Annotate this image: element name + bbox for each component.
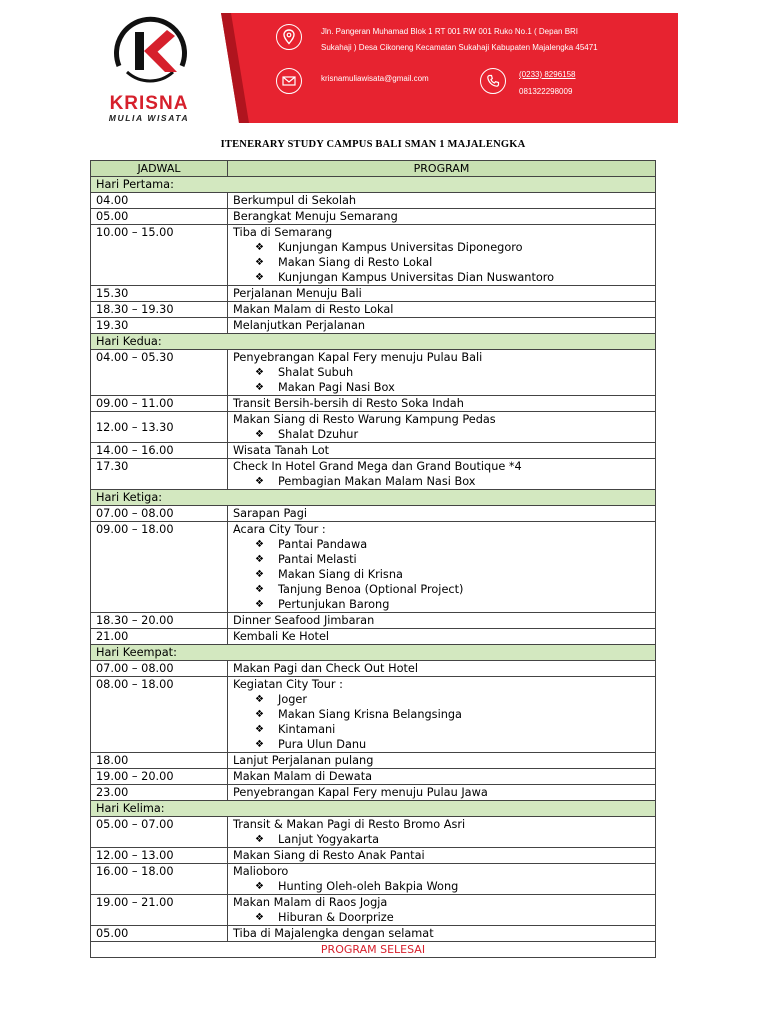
schedule-time: 14.00 – 16.00: [91, 443, 228, 459]
schedule-time: 07.00 – 08.00: [91, 661, 228, 677]
activity-list: [233, 879, 655, 894]
schedule-time: 23.00: [91, 785, 228, 801]
schedule-program: [228, 225, 656, 286]
schedule-program: [228, 848, 656, 864]
activity-item: ❖ Joger: [255, 692, 655, 707]
activity-item: ❖ Makan Pagi Nasi Box: [255, 380, 655, 395]
schedule-row: [91, 209, 656, 225]
schedule-row: [91, 396, 656, 412]
schedule-program: [228, 629, 656, 645]
schedule-row: [91, 769, 656, 785]
schedule-program: [228, 443, 656, 459]
activity-list: [233, 427, 655, 442]
program-text: Tiba di Majalengka dengan selamat: [233, 927, 434, 940]
schedule-program: [228, 677, 656, 753]
phone-icon: [480, 68, 506, 94]
schedule-row: [91, 895, 656, 926]
schedule-time: 09.00 – 11.00: [91, 396, 228, 412]
schedule-time: 17.30: [91, 459, 228, 490]
program-text: Wisata Tanah Lot: [233, 444, 330, 457]
activity-item: ❖ Kunjungan Kampus Universitas Dian Nuswantoro: [255, 270, 655, 285]
program-text: Makan Siang di Resto Anak Pantai: [233, 849, 425, 862]
program-text: Tiba di Semarang: [233, 226, 333, 239]
schedule-row: [91, 848, 656, 864]
schedule-program: [228, 193, 656, 209]
program-text: Melanjutkan Perjalanan: [233, 319, 366, 332]
schedule-row: [91, 193, 656, 209]
program-text: Dinner Seafood Jimbaran: [233, 614, 375, 627]
schedule-row: [91, 753, 656, 769]
day-header-row: [91, 645, 656, 661]
schedule-time: 12.00 – 13.30: [91, 412, 228, 443]
activity-item: ❖ Pura Ulun Danu: [255, 737, 655, 752]
activity-item: ❖ Kintamani: [255, 722, 655, 737]
schedule-time: 19.00 – 20.00: [91, 769, 228, 785]
schedule-time: 18.30 – 19.30: [91, 302, 228, 318]
activity-item: ❖ Makan Siang di Krisna: [255, 567, 655, 582]
brand-name: KRISNA: [109, 93, 189, 114]
phone-number-1[interactable]: (0233) 8296158: [519, 70, 576, 79]
address-line-2: Sukahaji ) Desa Cikoneng Kecamatan Sukahaji Kabupaten Majalengka 45471: [321, 43, 598, 52]
schedule-row: [91, 677, 656, 753]
schedule-time: 04.00 – 05.30: [91, 350, 228, 396]
schedule-row: [91, 926, 656, 942]
itinerary-table: [90, 160, 656, 958]
schedule-row: [91, 350, 656, 396]
program-text: Makan Pagi dan Check Out Hotel: [233, 662, 418, 675]
day-header-row: [91, 490, 656, 506]
schedule-row: [91, 817, 656, 848]
activity-list: [233, 910, 655, 925]
schedule-row: [91, 522, 656, 613]
program-text: Sarapan Pagi: [233, 507, 308, 520]
schedule-program: [228, 613, 656, 629]
activity-item: ❖ Hiburan & Doorprize: [255, 910, 655, 925]
day-label: Hari Kedua:: [91, 334, 656, 350]
schedule-row: [91, 302, 656, 318]
program-text: Transit Bersih-bersih di Resto Soka Indah: [233, 397, 464, 410]
activity-item: ❖ Pantai Pandawa: [255, 537, 655, 552]
schedule-time: 05.00 – 07.00: [91, 817, 228, 848]
schedule-time: 05.00: [91, 926, 228, 942]
schedule-time: 09.00 – 18.00: [91, 522, 228, 613]
schedule-time: 19.00 – 21.00: [91, 895, 228, 926]
program-text: Makan Siang di Resto Warung Kampung Pedas: [233, 413, 496, 426]
schedule-program: [228, 817, 656, 848]
day-label: Hari Kelima:: [91, 801, 656, 817]
schedule-time: 08.00 – 18.00: [91, 677, 228, 753]
schedule-time: 04.00: [91, 193, 228, 209]
program-text: Berangkat Menuju Semarang: [233, 210, 398, 223]
activity-list: [233, 537, 655, 612]
schedule-program: [228, 661, 656, 677]
activity-item: ❖ Kunjungan Kampus Universitas Diponegoro: [255, 240, 655, 255]
schedule-row: [91, 629, 656, 645]
schedule-row: [91, 661, 656, 677]
program-text: Perjalanan Menuju Bali: [233, 287, 362, 300]
schedule-row: [91, 443, 656, 459]
activity-list: [233, 240, 655, 285]
schedule-time: 18.30 – 20.00: [91, 613, 228, 629]
schedule-time: 15.30: [91, 286, 228, 302]
schedule-row: [91, 785, 656, 801]
schedule-program: [228, 209, 656, 225]
program-text: Penyebrangan Kapal Fery menuju Pulau Jawa: [233, 786, 488, 799]
phone-number-2[interactable]: 081322298009: [519, 87, 573, 96]
activity-item: ❖ Makan Siang di Resto Lokal: [255, 255, 655, 270]
day-label: Hari Pertama:: [91, 177, 656, 193]
activity-list: [233, 474, 655, 489]
column-header-program: PROGRAM: [228, 161, 656, 177]
program-end-label: PROGRAM SELESAI: [91, 942, 656, 958]
krisna-k-emblem-icon: [107, 14, 193, 94]
schedule-program: [228, 318, 656, 334]
schedule-program: [228, 302, 656, 318]
program-text: Kegiatan City Tour :: [233, 678, 343, 691]
schedule-program: [228, 522, 656, 613]
schedule-program: [228, 459, 656, 490]
schedule-row: [91, 412, 656, 443]
day-label: Hari Ketiga:: [91, 490, 656, 506]
location-pin-icon: [276, 24, 302, 50]
program-text: Check In Hotel Grand Mega dan Grand Boutique *4: [233, 460, 522, 473]
program-text: Lanjut Perjalanan pulang: [233, 754, 374, 767]
schedule-program: [228, 769, 656, 785]
program-text: Makan Malam di Resto Lokal: [233, 303, 394, 316]
activity-item: ❖ Lanjut Yogyakarta: [255, 832, 655, 847]
schedule-row: [91, 225, 656, 286]
schedule-program: [228, 753, 656, 769]
day-header-row: [91, 177, 656, 193]
program-text: Makan Malam di Dewata: [233, 770, 373, 783]
schedule-program: [228, 926, 656, 942]
schedule-time: 05.00: [91, 209, 228, 225]
activity-item: ❖ Pembagian Makan Malam Nasi Box: [255, 474, 655, 489]
schedule-row: [91, 459, 656, 490]
program-text: Acara City Tour :: [233, 523, 326, 536]
schedule-time: 21.00: [91, 629, 228, 645]
itinerary-body: [91, 177, 656, 942]
activity-list: [233, 365, 655, 395]
schedule-time: 10.00 – 15.00: [91, 225, 228, 286]
activity-list: [233, 832, 655, 847]
email-icon: [276, 68, 302, 94]
schedule-program: [228, 864, 656, 895]
schedule-program: [228, 350, 656, 396]
schedule-program: [228, 785, 656, 801]
activity-item: ❖ Hunting Oleh-oleh Bakpia Wong: [255, 879, 655, 894]
schedule-row: [91, 286, 656, 302]
company-logo: [95, 14, 210, 129]
schedule-program: [228, 396, 656, 412]
contact-banner: [221, 13, 678, 123]
activity-list: [233, 692, 655, 752]
schedule-program: [228, 506, 656, 522]
schedule-program: [228, 895, 656, 926]
activity-item: ❖ Shalat Dzuhur: [255, 427, 655, 442]
document-title: ITENERARY STUDY CAMPUS BALI SMAN 1 MAJALENGKA: [220, 139, 526, 150]
table-header-row: [91, 161, 656, 177]
schedule-program: [228, 412, 656, 443]
schedule-row: [91, 318, 656, 334]
address-line-1: Jln. Pangeran Muhamad Blok 1 RT 001 RW 001 Ruko No.1 ( Depan BRI: [321, 27, 579, 36]
column-header-jadwal: JADWAL: [91, 161, 228, 177]
activity-item: ❖ Pantai Melasti: [255, 552, 655, 567]
schedule-program: [228, 286, 656, 302]
activity-item: ❖ Shalat Subuh: [255, 365, 655, 380]
email-address[interactable]: krisnamuliawisata@gmail.com: [321, 74, 429, 83]
day-header-row: [91, 334, 656, 350]
schedule-row: [91, 613, 656, 629]
schedule-time: 18.00: [91, 753, 228, 769]
program-text: Transit & Makan Pagi di Resto Bromo Asri: [233, 818, 466, 831]
activity-item: ❖ Makan Siang Krisna Belangsinga: [255, 707, 655, 722]
program-text: Penyebrangan Kapal Fery menuju Pulau Bali: [233, 351, 483, 364]
schedule-time: 16.00 – 18.00: [91, 864, 228, 895]
day-header-row: [91, 801, 656, 817]
brand-tagline: MULIA WISATA: [108, 113, 190, 123]
activity-item: ❖ Pertunjukan Barong: [255, 597, 655, 612]
program-text: Berkumpul di Sekolah: [233, 194, 357, 207]
program-text: Makan Malam di Raos Jogja: [233, 896, 388, 909]
schedule-row: [91, 864, 656, 895]
day-label: Hari Keempat:: [91, 645, 656, 661]
activity-item: ❖ Tanjung Benoa (Optional Project): [255, 582, 655, 597]
schedule-time: 12.00 – 13.00: [91, 848, 228, 864]
program-text: Kembali Ke Hotel: [233, 630, 330, 643]
footer-row: [91, 942, 656, 958]
program-text: Malioboro: [233, 865, 289, 878]
schedule-time: 19.30: [91, 318, 228, 334]
schedule-time: 07.00 – 08.00: [91, 506, 228, 522]
schedule-row: [91, 506, 656, 522]
